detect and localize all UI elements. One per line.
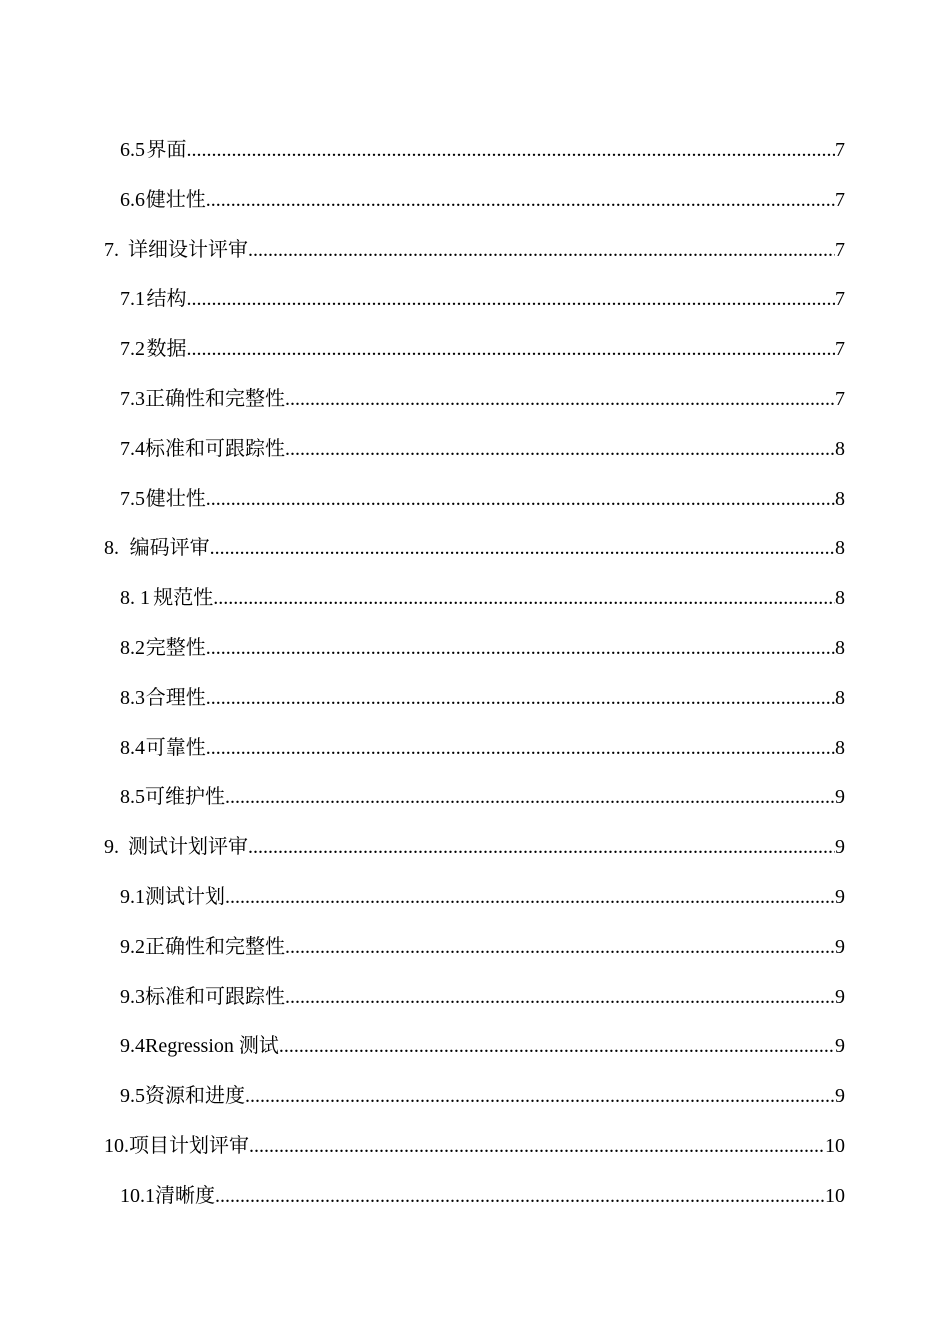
- toc-entry-title: 详细设计评审: [128, 238, 249, 261]
- toc-entry-line: [104, 1122, 845, 1172]
- toc-entry-page: 9: [835, 786, 845, 809]
- toc-dot-leader: [206, 674, 835, 724]
- toc-entry-page: 7: [835, 188, 845, 211]
- toc-dot-leader: [248, 226, 835, 276]
- toc-entry-title: 清晰度: [155, 1184, 215, 1207]
- toc-entry-number: 7.: [104, 238, 119, 261]
- toc-dot-leader: [215, 1172, 825, 1222]
- toc-entry[interactable]: [0, 325, 950, 375]
- toc-entry[interactable]: [0, 226, 950, 276]
- toc-entry-line: [120, 923, 845, 973]
- toc-entry-title: 界面: [146, 139, 187, 161]
- toc-entry-page: 9: [835, 935, 845, 958]
- toc-entry-number: 9.3: [120, 985, 145, 1008]
- toc-dot-leader: [210, 524, 835, 574]
- toc-entry-number: 8.3: [120, 686, 145, 709]
- toc-entry[interactable]: [0, 425, 950, 475]
- toc-entry[interactable]: [0, 524, 950, 574]
- toc-entry-page: 7: [835, 387, 845, 410]
- toc-entry[interactable]: [0, 674, 950, 724]
- toc-entry-line: [120, 1072, 845, 1122]
- toc-entry-page: 7: [835, 238, 845, 261]
- toc-entry-page: 8: [835, 437, 845, 460]
- toc-entry-number: 8.: [104, 537, 119, 560]
- toc-entry-page: 8: [835, 487, 845, 510]
- toc-entry-page: 9: [835, 1085, 845, 1108]
- toc-entry[interactable]: [0, 1072, 950, 1122]
- toc-dot-leader: [248, 823, 835, 873]
- toc-entry[interactable]: [0, 176, 950, 226]
- toc-entry-line: [120, 375, 845, 425]
- toc-entry-line: [120, 1172, 845, 1222]
- toc-entry-title: 标准和可跟踪性: [145, 437, 285, 460]
- toc-entry-title: 测试计划: [145, 885, 225, 908]
- toc-dot-leader: [206, 624, 835, 674]
- toc-entry-line: [120, 176, 845, 226]
- toc-entry-number: 8. 1: [120, 587, 150, 610]
- toc-entry-line: [104, 524, 845, 574]
- toc-entry-number: 9.1: [120, 885, 145, 908]
- toc-entry-line: [120, 425, 845, 475]
- toc-entry-title: 标准和可跟踪性: [145, 985, 285, 1008]
- toc-entry-page: 8: [835, 537, 845, 560]
- toc-dot-leader: [206, 176, 835, 226]
- toc-entry-line: [120, 1022, 845, 1072]
- toc-entry[interactable]: [0, 624, 950, 674]
- toc-entry-line: [120, 475, 845, 525]
- toc-entry-number: 7.4: [120, 437, 145, 460]
- toc-entry-number: 8.4: [120, 736, 145, 759]
- toc-entry-line: [120, 325, 845, 375]
- toc-entry-title: 正确性和完整性: [145, 935, 285, 958]
- toc-entry-title: 资源和进度: [145, 1085, 245, 1108]
- toc-entry[interactable]: [0, 475, 950, 525]
- toc-entry-title: 数据: [146, 338, 187, 361]
- toc-entry-page: 10: [825, 1134, 845, 1157]
- toc-entry-page: 8: [835, 636, 845, 659]
- toc-entry[interactable]: [0, 823, 950, 873]
- toc-entry[interactable]: [0, 1122, 950, 1172]
- toc-dot-leader: [225, 773, 835, 823]
- toc-entry-line: [120, 873, 845, 923]
- toc-entry-page: 8: [835, 587, 845, 610]
- toc-entry-page: 8: [835, 686, 845, 709]
- toc-entry-number: 9.2: [120, 935, 145, 958]
- toc-entry-title: 健壮性: [145, 188, 206, 211]
- toc-entry-number: 7.5: [120, 487, 145, 510]
- toc-entry-number: 10.: [104, 1134, 129, 1157]
- toc-entry-number: 6.6: [120, 188, 145, 211]
- toc-entry-title: 规范性: [153, 587, 214, 610]
- toc-entry-line: [120, 724, 845, 774]
- toc-entry-number: 7.1: [120, 288, 145, 311]
- toc-entry-line: [104, 226, 845, 276]
- toc-entry-number: 8.5: [120, 786, 145, 809]
- toc-dot-leader: [249, 1122, 825, 1172]
- toc-entry-title: 健壮性: [145, 487, 206, 510]
- toc-entry-title: 可靠性: [145, 736, 206, 759]
- toc-entry-title: 编码评审: [129, 537, 210, 560]
- toc-dot-leader: [285, 973, 835, 1023]
- toc-entry[interactable]: [0, 275, 950, 325]
- toc-dot-leader: [285, 923, 835, 973]
- toc-dot-leader: [245, 1072, 835, 1122]
- toc-entry[interactable]: [0, 973, 950, 1023]
- toc-entry[interactable]: [0, 724, 950, 774]
- table-of-contents: [0, 126, 950, 1222]
- toc-dot-leader: [206, 724, 835, 774]
- toc-entry-title: 合理性: [145, 686, 206, 709]
- toc-entry[interactable]: [0, 1172, 950, 1222]
- toc-entry-number: 7.3: [120, 387, 145, 410]
- toc-dot-leader: [206, 475, 835, 525]
- toc-entry-title: Regression 测试: [145, 1035, 279, 1058]
- toc-entry-page: 7: [835, 288, 845, 311]
- toc-dot-leader: [285, 425, 835, 475]
- toc-entry-number: 9.: [104, 836, 119, 859]
- toc-entry-page: 8: [835, 736, 845, 759]
- toc-entry[interactable]: [0, 375, 950, 425]
- toc-entry-page: 9: [835, 1035, 845, 1058]
- toc-dot-leader: [285, 375, 835, 425]
- toc-entry-page: 9: [835, 885, 845, 908]
- toc-dot-leader: [213, 574, 835, 624]
- toc-dot-leader: [187, 325, 835, 375]
- toc-entry[interactable]: [0, 126, 950, 176]
- toc-entry-number: 7.2: [120, 338, 145, 361]
- toc-entry-number: 9.5: [120, 1085, 145, 1108]
- toc-entry[interactable]: [0, 574, 950, 624]
- toc-entry-page: 9: [835, 985, 845, 1008]
- toc-entry-page: 9: [835, 836, 845, 859]
- toc-entry-line: [120, 973, 845, 1023]
- toc-entry-line: [120, 275, 845, 325]
- toc-entry-number: 6.5: [120, 139, 145, 161]
- toc-entry-title: 结构: [146, 288, 187, 311]
- toc-entry[interactable]: [0, 923, 950, 973]
- toc-entry-line: [120, 126, 845, 176]
- toc-dot-leader: [187, 275, 835, 325]
- toc-entry-line: [120, 574, 845, 624]
- toc-entry-title: 正确性和完整性: [145, 387, 285, 410]
- toc-dot-leader: [279, 1022, 835, 1072]
- toc-entry-line: [120, 773, 845, 823]
- toc-entry-line: [120, 674, 845, 724]
- toc-entry-page: 10: [825, 1184, 845, 1207]
- toc-entry-number: 8.2: [120, 636, 145, 659]
- toc-dot-leader: [225, 873, 835, 923]
- toc-entry-number: 9.4: [120, 1035, 145, 1058]
- toc-entry-page: 7: [835, 338, 845, 361]
- toc-entry-line: [104, 823, 845, 873]
- toc-entry-title: 项目计划评审: [129, 1134, 249, 1157]
- toc-entry[interactable]: [0, 873, 950, 923]
- toc-entry[interactable]: [0, 773, 950, 823]
- toc-entry-title: 可维护性: [145, 786, 225, 809]
- toc-entry-title: 完整性: [145, 636, 206, 659]
- toc-entry-number: 10.1: [120, 1184, 155, 1207]
- toc-entry-title: 测试计划评审: [128, 836, 249, 859]
- toc-entry[interactable]: [0, 1022, 950, 1072]
- toc-entry-line: [120, 624, 845, 674]
- toc-dot-leader: [187, 126, 835, 176]
- toc-entry-page: 7: [835, 139, 845, 161]
